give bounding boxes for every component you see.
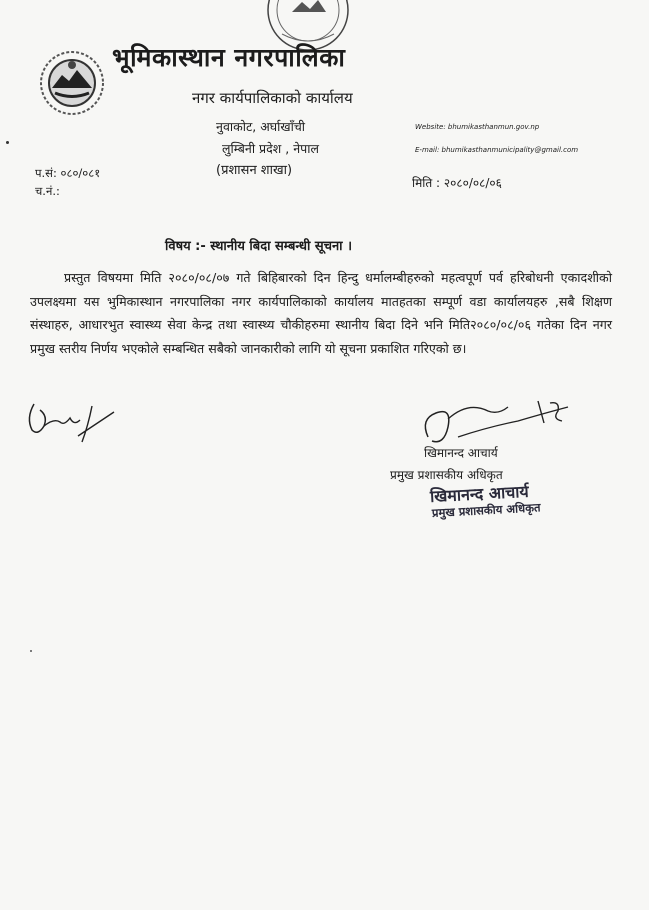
- name-stamp: खिमानन्द आचार्य: [429, 481, 530, 506]
- dispatch-number: च.नं.:: [35, 184, 60, 198]
- branch-name: (प्रशासन शाखा): [216, 163, 293, 178]
- org-name: भूमिकास्थान नगरपालिका: [112, 43, 346, 72]
- address-line-2: लुम्बिनी प्रदेश , नेपाल: [222, 141, 319, 156]
- margin-dot: [30, 650, 32, 652]
- letter-date: मिति : २०८०/०८/०६: [412, 176, 502, 190]
- email-text: E-mail: bhumikasthanmunicipality@gmail.com: [415, 146, 579, 154]
- signatory-designation: प्रमुख प्रशासकीय अधिकृत: [390, 468, 503, 482]
- municipality-emblem: [37, 48, 107, 118]
- notice-subject: विषय :- स्थानीय बिदा सम्बन्धी सूचना ।: [165, 239, 353, 254]
- signatory-name: खिमानन्द आचार्य: [424, 446, 498, 460]
- office-name: नगर कार्यपालिकाको कार्यालय: [192, 89, 353, 107]
- reference-number: प.सं: ०८०/०८१: [35, 166, 101, 180]
- notice-body: प्रस्तुत विषयमा मिति २०८०/०८/०७ गते बिहिबारको दिन हिन्दु धर्मालम्बीहरुको महत्वपूर्ण पर्व हरिबोधनी एकादशीको उपलक्ष्यमा यस भुमिकास्थान नगरपालिका नगर कार्यपालिकाको कार्यालय मातहतका सम्पूर्ण वडा कार्यालयहरु ,सबै शिक्षण संस्थाहरु, आधारभुत स्वास्थ्य सेवा केन्द्र तथा स्वास्थ्य चौकीहरुमा स्थानीय बिदा दिने भनि मिति२०८०/०८/०६ गतेका दिन नगर प्रमुख स्तरीय निर्णय भएकोले सम्बन्धित सबैको जानकारीको लागि यो सूचना प्रकाशित गरिएको छ।: [30, 270, 612, 356]
- initial-signature: [22, 396, 122, 456]
- margin-dot: [6, 141, 9, 144]
- website-text: Website: bhumikasthanmun.gov.np: [415, 123, 540, 131]
- address-line-1: नुवाकोट, अर्घाखाँची: [216, 119, 306, 134]
- designation-stamp: प्रमुख प्रशासकीय अधिकृत: [431, 500, 541, 520]
